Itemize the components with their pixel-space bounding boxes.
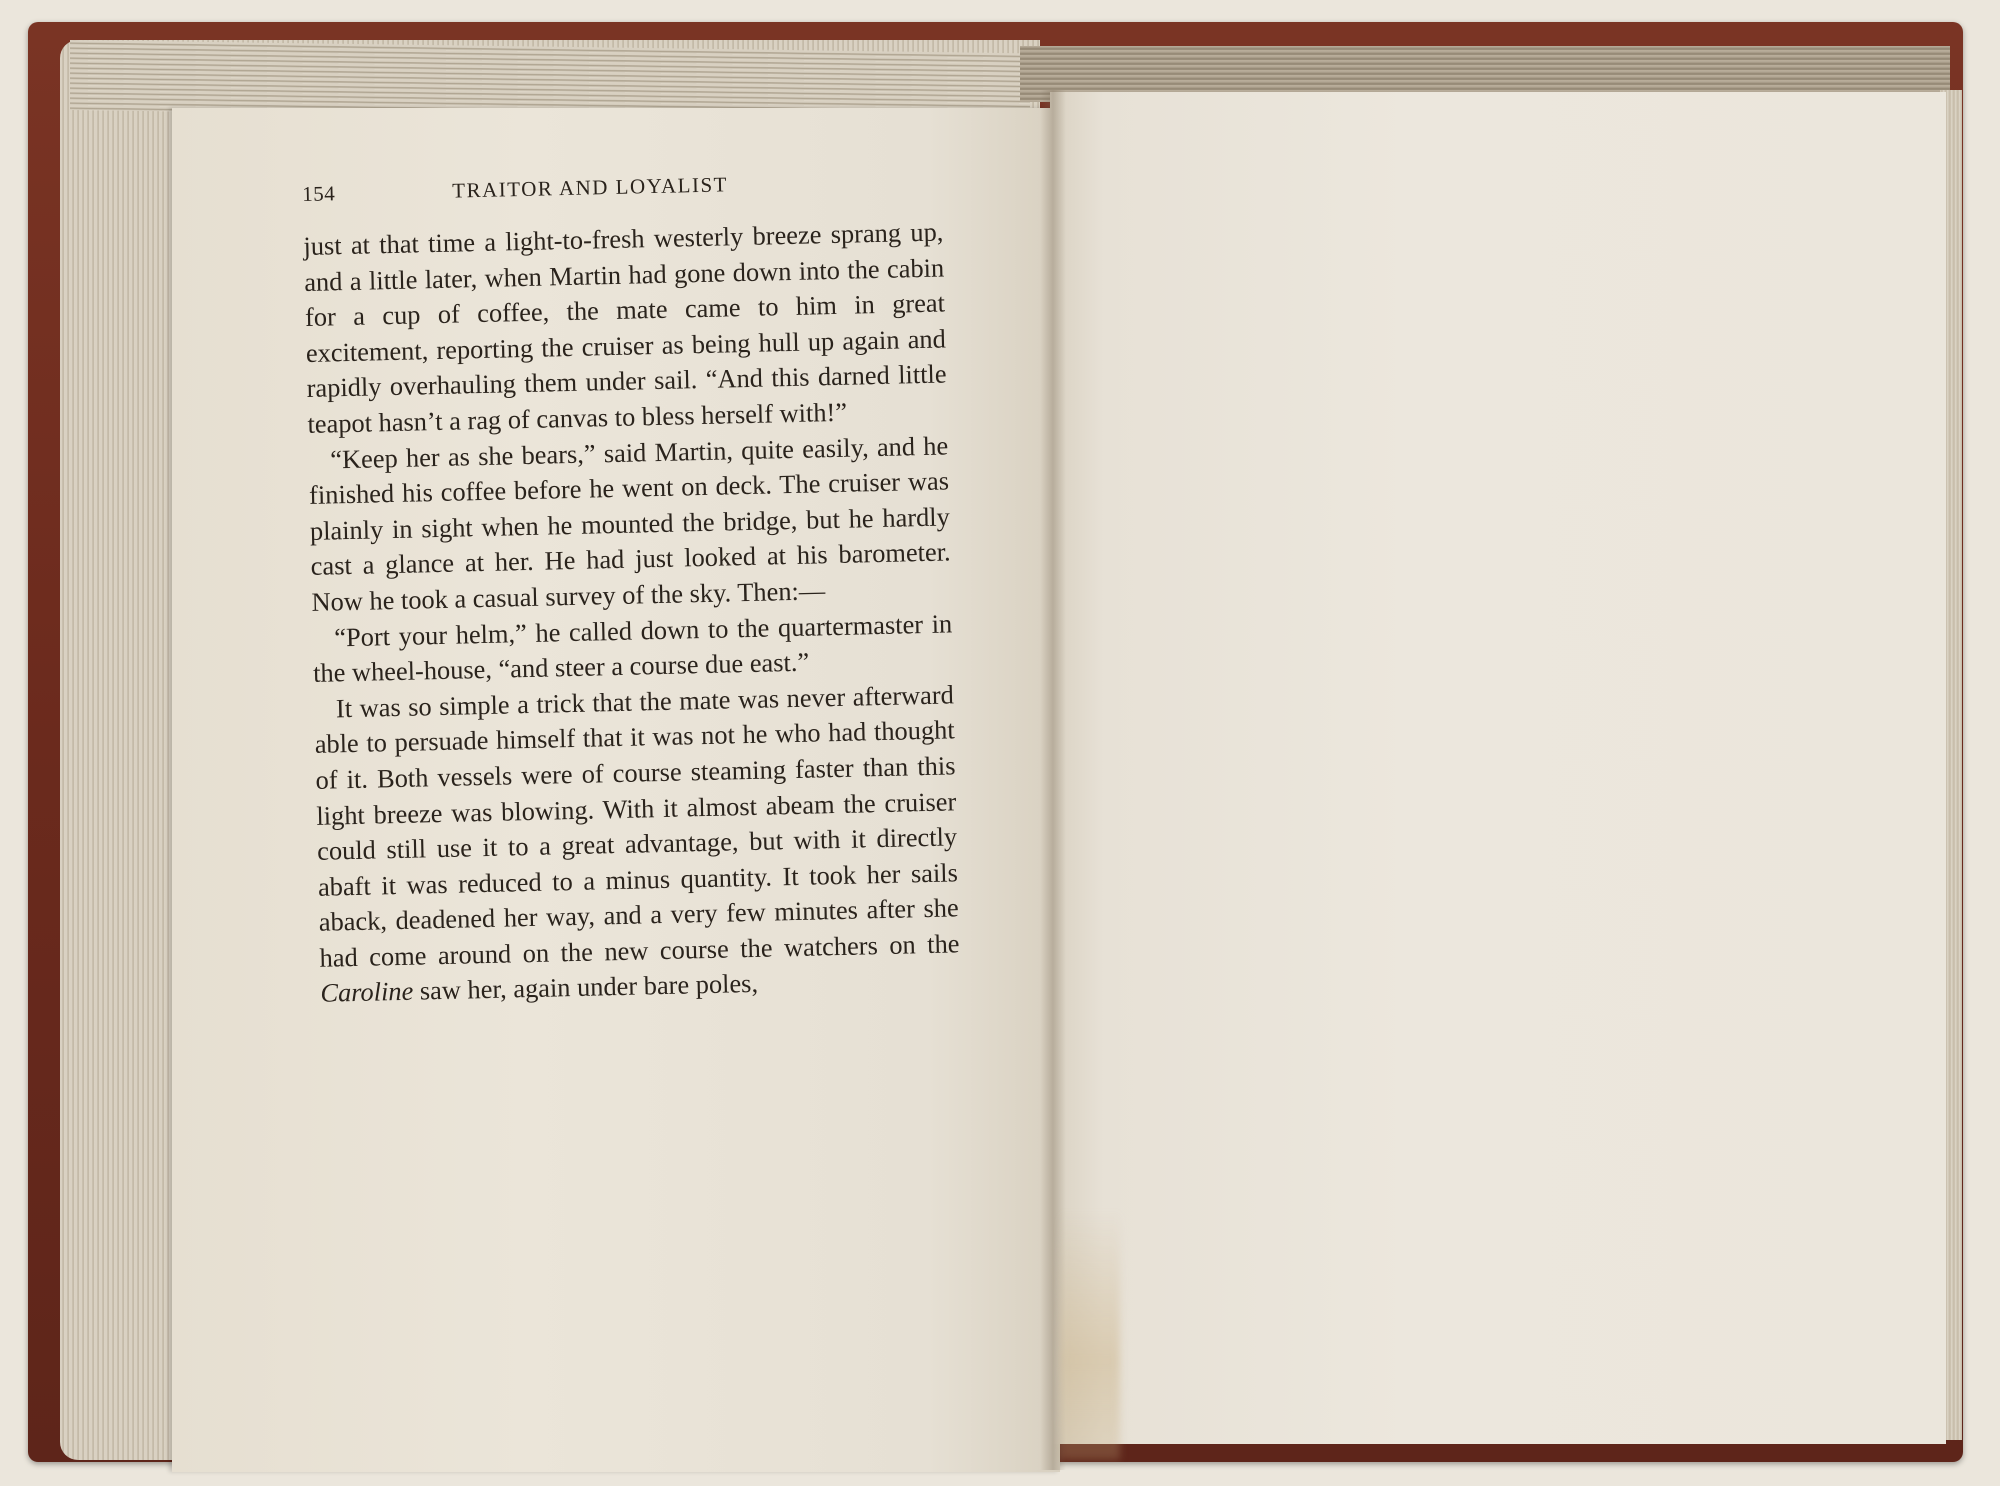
paragraph: “Keep her as she bears,” said Martin, quite easily, and he finished his coffee before he went on deck. The cruiser was plainly in sight when he mounted the bridge, but he hardly cast a glance at her. He had just looked at his barometer. Now he took a casual survey of the sky. Then:—: [308, 429, 951, 617]
running-title: TRAITOR AND LOYALIST: [451, 172, 729, 203]
left-page-text: [302, 167, 961, 1011]
paragraph: [314, 677, 961, 1012]
paragraph: just at that time a light-to-fresh westerly breeze sprang up, and a little later, when Martin had gone down into the cabin for a cup of coffee, the mate came to him in great excitement, reporting the cruiser as being hull up again and rapidly overhauling them under sail. “And this darned little teapot hasn’t a rag of canvas to bless herself with!”: [303, 216, 947, 439]
right-page-blank: [1050, 92, 1946, 1444]
ship-name: Caroline: [320, 976, 414, 1009]
paragraph: “Port your helm,” he called down to the quartermaster in the wheel-house, “and steer a course due east.”: [312, 607, 953, 688]
paragraph-text: It was so simple a trick that the mate was never afterward able to persuade himself that it was not he who had thought of it. Both vessels were of course steaming faster than this light breeze was blowing. With it almost abeam the cruiser could still use it to a great advantage, but with it directly abaft it was reduced to a minus quantity. It took her sails aback, deadened her way, and a very few minutes after she had come around on the new course the watchers on the: [314, 679, 960, 973]
body-text: [303, 214, 961, 1011]
paragraph-text: saw her, again under bare poles,: [412, 968, 759, 1007]
page-number: 154: [302, 181, 336, 206]
page-stain: [1060, 1210, 1120, 1460]
